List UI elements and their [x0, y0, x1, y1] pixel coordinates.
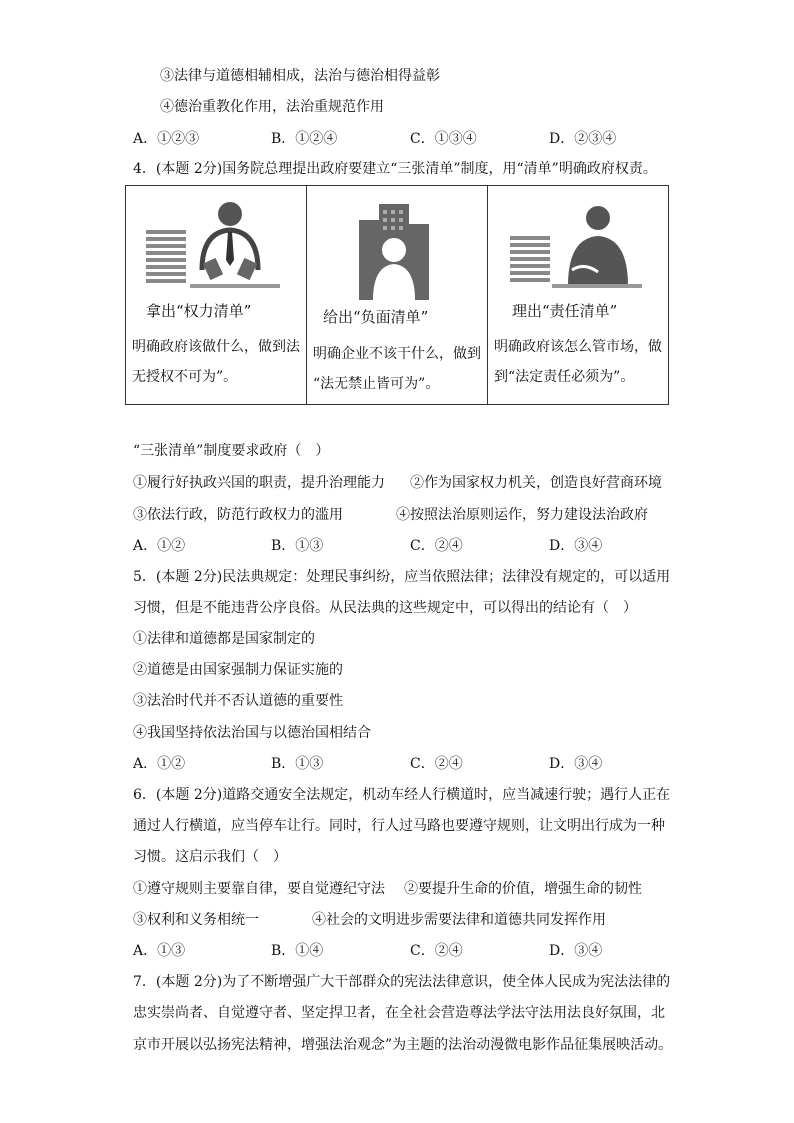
q5-item-1: ①法律和道德都是国家制定的 — [133, 631, 315, 647]
q4-item-4: ④按照法治原则运作，努力建设法治政府 — [396, 507, 648, 523]
official-at-desk-icon — [140, 200, 290, 300]
option-d[interactable]: D．③④ — [549, 538, 603, 554]
option-b[interactable]: B．①②④ — [271, 131, 338, 147]
option-d[interactable]: D．③④ — [549, 943, 603, 959]
option-a[interactable]: A．①② — [133, 538, 186, 554]
responsibility-list-cell — [488, 186, 669, 405]
negative-list-caption: 给出“负面清单” — [323, 308, 429, 326]
option-d[interactable]: D．③④ — [549, 756, 603, 772]
responsibility-list-desc — [494, 332, 664, 392]
q3-item-3: ③法律与道德相辅相成，法治与德治相得益彰 — [160, 68, 440, 84]
negative-list-cell — [307, 186, 488, 405]
q5-stem-line-2: 习惯，但是不能违背公序良俗。从民法典的这些规定中，可以得出的结论有（ ） — [133, 600, 637, 616]
option-b[interactable]: B．①④ — [271, 943, 324, 959]
option-c[interactable]: C．②④ — [410, 943, 463, 959]
power-list-cell — [126, 186, 307, 405]
q6-stem-line-2: 通过人行横道，应当停车让行。同时，行人过马路也要遵守规则，让文明出行成为一种 — [133, 818, 665, 834]
q6-item-2: ②要提升生命的价值，增强生命的韧性 — [404, 881, 642, 897]
q5-item-3: ③法治时代并不否认道德的重要性 — [133, 693, 343, 709]
q4-stem: 4．(本题 2分)国务院总理提出政府要建立“三张清单”制度，用“清单”明确政府权责。 — [133, 161, 657, 177]
desc-line: 明确政府该怎么管市场，做 — [494, 339, 662, 355]
option-a[interactable]: A．①③ — [133, 943, 186, 959]
option-c[interactable]: C．②④ — [410, 538, 463, 554]
q6-stem-line-1: 6．(本题 2分)道路交通安全法规定，机动车经人行横道时，应当减速行驶；遇行人正在 — [133, 787, 671, 803]
buildings-person-icon — [321, 200, 471, 300]
option-a[interactable]: A．①②③ — [133, 131, 200, 147]
option-b[interactable]: B．①③ — [271, 756, 324, 772]
q4-question: “三张清单”制度要求政府（ ） — [133, 443, 330, 459]
q4-item-2: ②作为国家权力机关，创造良好营商环境 — [410, 475, 662, 491]
q4-item-1: ①履行好执政兴国的职责，提升治理能力 — [133, 475, 385, 491]
q6-item-1: ①遵守规则主要靠自律，要自觉遵纪守法 — [133, 881, 385, 897]
q6-stem-line-3: 习惯。这启示我们（ ） — [133, 849, 287, 865]
option-c[interactable]: C．②④ — [410, 756, 463, 772]
desc-line: 明确企业不该干什么，做到 — [313, 346, 481, 362]
option-a[interactable]: A．①② — [133, 756, 186, 772]
option-d[interactable]: D．②③④ — [549, 131, 617, 147]
q3-item-4: ④德治重教化作用，法治重规范作用 — [160, 99, 384, 115]
option-b[interactable]: B．①③ — [271, 538, 324, 554]
q6-item-3: ③权利和义务相统一 — [133, 912, 259, 928]
negative-list-desc — [313, 339, 483, 399]
desc-line: “法无禁止皆可为”。 — [313, 376, 440, 392]
desc-line: 无授权不可为”。 — [132, 369, 238, 385]
responsibility-list-caption: 理出“责任清单” — [512, 302, 618, 320]
q7-stem-line-3: 京市开展以弘扬宪法精神，增强法治观念”为主题的法治动漫微电影作品征集展映活动。 — [133, 1037, 673, 1053]
q7-stem-line-2: 忠实崇尚者、自觉遵守者、坚定捍卫者，在全社会营造尊法学法守法用法良好氛围，北 — [133, 1005, 665, 1021]
q4-item-3: ③依法行政，防范行政权力的滥用 — [133, 507, 343, 523]
three-lists-table — [125, 185, 669, 405]
q5-stem-line-1: 5．(本题 2分)民法典规定：处理民事纠纷，应当依照法律；法律没有规定的，可以适用 — [133, 569, 671, 585]
q7-stem-line-1: 7．(本题 2分)为了不断增强广大干部群众的宪法法律意识，使全体人民成为宪法法律的 — [133, 974, 671, 990]
desc-line: 明确政府该做什么，做到法 — [132, 339, 300, 355]
q5-item-4: ④我国坚持依法治国与以德治国相结合 — [133, 725, 371, 741]
desc-line: 到“法定责任必须为”。 — [494, 369, 635, 385]
q5-item-2: ②道德是由国家强制力保证实施的 — [133, 662, 343, 678]
q6-item-4: ④社会的文明进步需要法律和道德共同发挥作用 — [312, 912, 606, 928]
power-list-desc — [132, 332, 302, 392]
official-with-papers-icon — [502, 200, 652, 300]
power-list-caption: 拿出“权力清单” — [146, 302, 252, 320]
option-c[interactable]: C．①③④ — [410, 131, 477, 147]
